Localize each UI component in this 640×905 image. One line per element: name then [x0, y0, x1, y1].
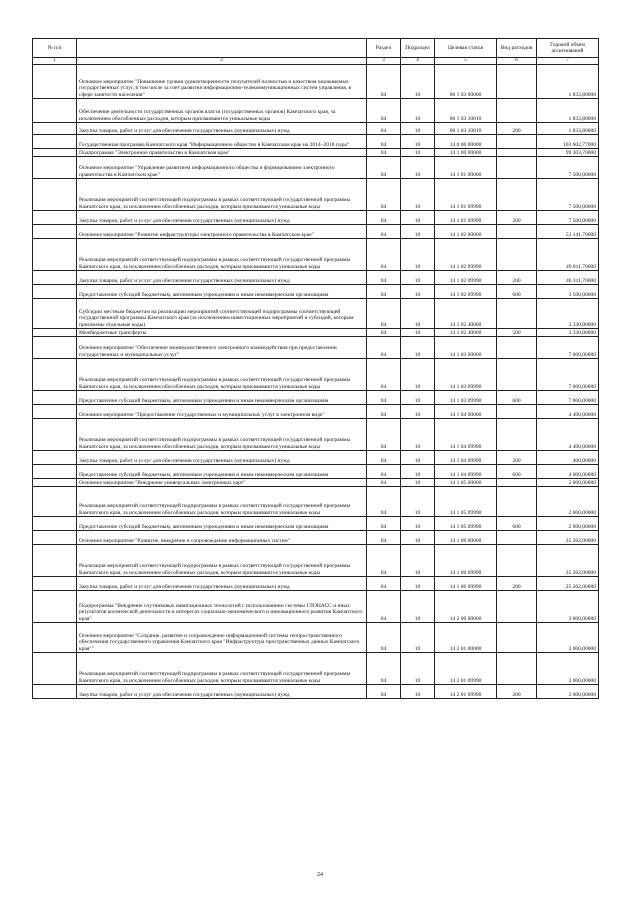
- row-amount-cell: 25 262,00000: [537, 545, 599, 577]
- table-row: [33, 337, 599, 359]
- row-number-cell: [33, 329, 77, 337]
- header-amount: Годовой объем ассигнований: [537, 39, 599, 58]
- row-subsection-cell: 10: [401, 685, 435, 699]
- row-number-cell: [33, 239, 77, 271]
- row-subsection-cell: 10: [401, 465, 435, 479]
- row-name-cell: Межбюджетные трансферты: [77, 329, 367, 337]
- row-section-cell: 04: [367, 329, 401, 337]
- row-section-cell: 04: [367, 225, 401, 239]
- row-kind-cell: [497, 419, 537, 451]
- row-subsection-cell: 10: [401, 337, 435, 359]
- column-index: 5: [435, 58, 497, 65]
- row-amount-cell: 3 330,00000: [537, 329, 599, 337]
- row-kind-cell: 200: [497, 211, 537, 225]
- row-amount-cell: 99 303,70000: [537, 149, 599, 157]
- row-subsection-cell: 10: [401, 623, 435, 653]
- row-section-cell: 04: [367, 479, 401, 487]
- table-row: [33, 419, 599, 451]
- row-kind-cell: [497, 487, 537, 517]
- row-target-cell: 14 1 06 09990: [435, 577, 497, 591]
- row-number-cell: [33, 179, 77, 211]
- table-row: [33, 451, 599, 465]
- row-kind-cell: [497, 359, 537, 391]
- row-name-cell: Государственная программа Камчатского края "Информационное общество в Камчатском крае на 2014–2018 годы": [77, 135, 367, 149]
- row-amount-cell: 25 262,00000: [537, 531, 599, 545]
- row-number-cell: [33, 157, 77, 179]
- row-name-cell: Реализация мероприятий соответствующей подпрограммы в рамках соответствующей государственной программы Камчатского края, за исключением обособленных расходов, которым присваиваются уникальные коды: [77, 239, 367, 271]
- row-name-cell: Закупка товаров, работ и услуг для обеспечения государственных (муниципальных) нужд: [77, 685, 367, 699]
- row-number-cell: [33, 465, 77, 479]
- row-subsection-cell: 10: [401, 211, 435, 225]
- row-target-cell: 14 1 02 40060: [435, 299, 497, 329]
- column-index: 1: [33, 58, 77, 65]
- row-kind-cell: [497, 653, 537, 685]
- row-subsection-cell: 10: [401, 591, 435, 623]
- row-number-cell: [33, 285, 77, 299]
- row-amount-cell: 3 330,00000: [537, 299, 599, 329]
- row-subsection-cell: 10: [401, 359, 435, 391]
- row-name-cell: Подпрограмма "Внедрение спутниковых навигационных технологий с использованием системы ГЛОНАСС и иных результатов космической деятельности в интересах социально-экономического и инновационного развития Камчатского края": [77, 591, 367, 623]
- table-row: [33, 405, 599, 419]
- row-kind-cell: [497, 545, 537, 577]
- row-amount-cell: 2 000,00000: [537, 479, 599, 487]
- row-name-cell: Предоставление субсидий бюджетным, автономным учреждениям и иным некоммерческим организациям: [77, 465, 367, 479]
- row-amount-cell: 4 000,00000: [537, 465, 599, 479]
- table-row: [33, 123, 599, 135]
- row-target-cell: 14 1 05 09990: [435, 517, 497, 531]
- row-kind-cell: [497, 479, 537, 487]
- row-kind-cell: 200: [497, 123, 537, 135]
- table-row: [33, 517, 599, 531]
- row-name-cell: Закупка товаров, работ и услуг для обеспечения государственных (муниципальных) нужд: [77, 211, 367, 225]
- row-number-cell: [33, 545, 77, 577]
- row-section-cell: 04: [367, 179, 401, 211]
- table-row: [33, 545, 599, 577]
- column-index: 4: [401, 58, 435, 65]
- table-row: [33, 465, 599, 479]
- row-amount-cell: 3 000,00000: [537, 591, 599, 623]
- row-kind-cell: [497, 149, 537, 157]
- table-row: [33, 225, 599, 239]
- row-number-cell: [33, 419, 77, 451]
- row-amount-cell: 1 833,80000: [537, 123, 599, 135]
- row-name-cell: Основное мероприятие "Развитие инфраструктуры электронного правительства в Камчатском крае": [77, 225, 367, 239]
- row-number-cell: [33, 517, 77, 531]
- row-target-cell: 14 1 05 09990: [435, 487, 497, 517]
- table-row: [33, 531, 599, 545]
- row-subsection-cell: 10: [401, 135, 435, 149]
- row-name-cell: Обеспечение деятельности государственных органов власти (государственных органов) Камчатского края, за исключением обособленных расходов, которым присваиваются уникальные коды: [77, 99, 367, 123]
- row-kind-cell: [497, 65, 537, 99]
- row-name-cell: Субсидии местным бюджетам на реализацию мероприятий соответствующей подпрограммы соответствующей государственной программы Камчатского края (за исключением инвестиционных мероприятий и субсидий, которым присвоены отдельные коды): [77, 299, 367, 329]
- row-amount-cell: 53 141,70000: [537, 225, 599, 239]
- row-kind-cell: 600: [497, 517, 537, 531]
- table-row: [33, 299, 599, 329]
- table-body: [33, 65, 599, 699]
- row-section-cell: 04: [367, 419, 401, 451]
- table-row: [33, 149, 599, 157]
- header-name: [77, 39, 367, 58]
- row-name-cell: Закупка товаров, работ и услуг для обеспечения государственных (муниципальных) нужд: [77, 123, 367, 135]
- budget-table-sheet: [32, 38, 598, 699]
- row-number-cell: [33, 591, 77, 623]
- row-section-cell: 04: [367, 157, 401, 179]
- row-name-cell: Основное мероприятие "Создание, развитие и сопровождение информационной системы геопространственного обеспечения государственного управления Камчатского края "Инфраструктура пространственных данных Камчатского края"": [77, 623, 367, 653]
- column-index: 3: [367, 58, 401, 65]
- row-target-cell: 14 1 00 00000: [435, 149, 497, 157]
- row-target-cell: 14 1 01 00000: [435, 157, 497, 179]
- row-number-cell: [33, 149, 77, 157]
- header-number: № п/п: [33, 39, 77, 58]
- row-subsection-cell: 10: [401, 157, 435, 179]
- row-number-cell: [33, 299, 77, 329]
- row-name-cell: Закупка товаров, работ и услуг для обеспечения государственных (муниципальных) нужд: [77, 451, 367, 465]
- row-subsection-cell: 10: [401, 487, 435, 517]
- row-name-cell: Основное мероприятие "Внедрение универсальных электронных карт": [77, 479, 367, 487]
- row-section-cell: 04: [367, 591, 401, 623]
- row-subsection-cell: 10: [401, 239, 435, 271]
- row-kind-cell: 200: [497, 577, 537, 591]
- table-row: [33, 285, 599, 299]
- row-section-cell: 04: [367, 123, 401, 135]
- row-amount-cell: 46 311,70000: [537, 271, 599, 285]
- row-number-cell: [33, 135, 77, 149]
- row-number-cell: [33, 479, 77, 487]
- table-row: [33, 329, 599, 337]
- row-number-cell: [33, 577, 77, 591]
- column-index: 7: [537, 58, 599, 65]
- row-name-cell: Закупка товаров, работ и услуг для обеспечения государственных (муниципальных) нужд: [77, 577, 367, 591]
- row-section-cell: 04: [367, 285, 401, 299]
- row-amount-cell: 2 000,00000: [537, 487, 599, 517]
- table-row: [33, 391, 599, 405]
- row-target-cell: 14 1 05 00000: [435, 479, 497, 487]
- row-number-cell: [33, 225, 77, 239]
- row-amount-cell: 3 000,00000: [537, 623, 599, 653]
- row-subsection-cell: 10: [401, 419, 435, 451]
- row-name-cell: Предоставление субсидий бюджетным, автономным учреждениям и иным некоммерческим организациям: [77, 285, 367, 299]
- row-target-cell: 14 1 02 09990: [435, 239, 497, 271]
- row-target-cell: 14 1 04 00000: [435, 405, 497, 419]
- row-subsection-cell: 10: [401, 577, 435, 591]
- row-amount-cell: 4 400,00000: [537, 419, 599, 451]
- row-section-cell: 04: [367, 405, 401, 419]
- row-name-cell: Реализация мероприятий соответствующей подпрограммы в рамках соответствующей государственной программы Камчатского края, за исключением обособленных расходов, которым присваиваются уникальные коды: [77, 545, 367, 577]
- row-name-cell: Основное мероприятие "Развитие, внедрение и сопровождение информационных систем": [77, 531, 367, 545]
- row-subsection-cell: 10: [401, 479, 435, 487]
- row-target-cell: 14 1 04 09990: [435, 451, 497, 465]
- row-kind-cell: [497, 135, 537, 149]
- row-section-cell: 04: [367, 359, 401, 391]
- row-target-cell: 14 1 02 00000: [435, 225, 497, 239]
- row-target-cell: 06 1 03 10010: [435, 99, 497, 123]
- table-row: [33, 591, 599, 623]
- table-row: [33, 623, 599, 653]
- row-kind-cell: [497, 179, 537, 211]
- row-target-cell: 14 2 01 09990: [435, 685, 497, 699]
- header-row: [33, 39, 599, 58]
- row-kind-cell: 200: [497, 451, 537, 465]
- row-kind-cell: [497, 225, 537, 239]
- row-amount-cell: 3 500,00000: [537, 285, 599, 299]
- row-number-cell: [33, 487, 77, 517]
- row-section-cell: 04: [367, 239, 401, 271]
- table-row: [33, 239, 599, 271]
- row-subsection-cell: 10: [401, 285, 435, 299]
- row-section-cell: 04: [367, 545, 401, 577]
- row-amount-cell: 400,00000: [537, 451, 599, 465]
- row-section-cell: 04: [367, 465, 401, 479]
- row-name-cell: Реализация мероприятий соответствующей подпрограммы в рамках соответствующей государственной программы Камчатского края, за исключением обособленных расходов, которым присваиваются уникальные коды: [77, 487, 367, 517]
- header-subsection: Подраздел: [401, 39, 435, 58]
- table-row: [33, 487, 599, 517]
- row-target-cell: 14 1 02 09990: [435, 285, 497, 299]
- row-section-cell: 04: [367, 337, 401, 359]
- row-section-cell: 04: [367, 65, 401, 99]
- row-name-cell: Основное мероприятие "Повышение уровня удовлетворенности получателей полностью и качеством оказываемых государственных услуг, в том числе за счет развития информационно-телекоммуникационных систем управления, в сфере занятости населения": [77, 65, 367, 99]
- row-kind-cell: [497, 623, 537, 653]
- row-kind-cell: [497, 405, 537, 419]
- column-index: 6: [497, 58, 537, 65]
- row-subsection-cell: 10: [401, 225, 435, 239]
- row-target-cell: 14 1 03 00000: [435, 337, 497, 359]
- row-kind-cell: 200: [497, 271, 537, 285]
- row-subsection-cell: 10: [401, 149, 435, 157]
- row-name-cell: Реализация мероприятий соответствующей подпрограммы в рамках соответствующей государственной программы Камчатского края, за исключением обособленных расходов, которым присваиваются уникальные коды: [77, 359, 367, 391]
- row-target-cell: 14 2 01 09990: [435, 653, 497, 685]
- row-section-cell: 04: [367, 685, 401, 699]
- table-row: [33, 135, 599, 149]
- table-row: [33, 653, 599, 685]
- row-section-cell: 04: [367, 135, 401, 149]
- row-subsection-cell: 10: [401, 405, 435, 419]
- row-section-cell: 04: [367, 623, 401, 653]
- row-subsection-cell: 10: [401, 299, 435, 329]
- row-kind-cell: [497, 99, 537, 123]
- row-subsection-cell: 10: [401, 531, 435, 545]
- page-number: 24: [317, 872, 323, 878]
- table-row: [33, 211, 599, 225]
- row-name-cell: Подпрограмма "Электронное правительство в Камчатском крае": [77, 149, 367, 157]
- row-number-cell: [33, 65, 77, 99]
- row-kind-cell: [497, 239, 537, 271]
- header-kind: Вид расходов: [497, 39, 537, 58]
- row-subsection-cell: 10: [401, 123, 435, 135]
- row-target-cell: 14 1 06 09990: [435, 545, 497, 577]
- row-amount-cell: 7 500,00000: [537, 211, 599, 225]
- row-subsection-cell: 10: [401, 65, 435, 99]
- row-section-cell: 04: [367, 211, 401, 225]
- row-section-cell: 04: [367, 517, 401, 531]
- row-number-cell: [33, 451, 77, 465]
- row-amount-cell: 3 000,00000: [537, 685, 599, 699]
- row-section-cell: 04: [367, 149, 401, 157]
- row-kind-cell: 500: [497, 329, 537, 337]
- row-number-cell: [33, 623, 77, 653]
- row-number-cell: [33, 685, 77, 699]
- row-target-cell: 14 2 00 00000: [435, 591, 497, 623]
- row-target-cell: 14 1 02 09990: [435, 271, 497, 285]
- row-target-cell: 14 1 02 40060: [435, 329, 497, 337]
- row-number-cell: [33, 337, 77, 359]
- row-section-cell: 04: [367, 451, 401, 465]
- row-number-cell: [33, 531, 77, 545]
- row-subsection-cell: 10: [401, 179, 435, 211]
- row-number-cell: [33, 271, 77, 285]
- row-section-cell: 04: [367, 299, 401, 329]
- row-number-cell: [33, 211, 77, 225]
- row-name-cell: Предоставление субсидий бюджетным, автономным учреждениям и иным некоммерческим организациям: [77, 391, 367, 405]
- row-section-cell: 04: [367, 391, 401, 405]
- row-section-cell: 04: [367, 653, 401, 685]
- row-amount-cell: 7 000,00000: [537, 391, 599, 405]
- row-kind-cell: [497, 591, 537, 623]
- table-row: [33, 359, 599, 391]
- row-target-cell: 14 0 00 00000: [435, 135, 497, 149]
- row-kind-cell: 200: [497, 685, 537, 699]
- row-section-cell: 04: [367, 271, 401, 285]
- row-number-cell: [33, 123, 77, 135]
- row-target-cell: 14 1 03 09990: [435, 391, 497, 405]
- row-section-cell: 04: [367, 531, 401, 545]
- column-index: 2: [77, 58, 367, 65]
- row-number-cell: [33, 391, 77, 405]
- row-amount-cell: 7 000,00000: [537, 337, 599, 359]
- row-subsection-cell: 10: [401, 329, 435, 337]
- row-amount-cell: 7 500,00000: [537, 157, 599, 179]
- table-row: [33, 65, 599, 99]
- row-target-cell: 06 1 03 10010: [435, 123, 497, 135]
- table-row: [33, 157, 599, 179]
- row-target-cell: 14 1 04 09990: [435, 419, 497, 451]
- row-amount-cell: 49 811,70000: [537, 239, 599, 271]
- row-number-cell: [33, 99, 77, 123]
- row-kind-cell: 600: [497, 465, 537, 479]
- row-subsection-cell: 10: [401, 391, 435, 405]
- row-subsection-cell: 10: [401, 545, 435, 577]
- budget-table: [32, 38, 599, 699]
- row-amount-cell: 7 500,00000: [537, 179, 599, 211]
- row-name-cell: Реализация мероприятий соответствующей подпрограммы в рамках соответствующей государственной программы Камчатского края, за исключением обособленных расходов, которым присваиваются уникальные коды: [77, 653, 367, 685]
- row-number-cell: [33, 359, 77, 391]
- row-target-cell: 14 1 01 09990: [435, 179, 497, 211]
- row-kind-cell: [497, 531, 537, 545]
- row-amount-cell: 103 602,77000: [537, 135, 599, 149]
- table-row: [33, 685, 599, 699]
- row-name-cell: Закупка товаров, работ и услуг для обеспечения государственных (муниципальных) нужд: [77, 271, 367, 285]
- table-row: [33, 271, 599, 285]
- table-row: [33, 179, 599, 211]
- row-amount-cell: 7 000,00000: [537, 359, 599, 391]
- row-amount-cell: 4 400,00000: [537, 405, 599, 419]
- row-amount-cell: 3 000,00000: [537, 653, 599, 685]
- row-section-cell: 04: [367, 487, 401, 517]
- row-name-cell: Основное мероприятие "Управление развитием информационного общества и формированием электронного правительства в Камчатском крае": [77, 157, 367, 179]
- row-name-cell: Основное мероприятие "Обеспечение межведомственного электронного взаимодействия при предоставлении государственных и муниципальных услуг": [77, 337, 367, 359]
- row-subsection-cell: 10: [401, 271, 435, 285]
- row-name-cell: Предоставление субсидий бюджетным, автономным учреждениям и иным некоммерческим организациям: [77, 517, 367, 531]
- row-name-cell: Реализация мероприятий соответствующей подпрограммы в рамках соответствующей государственной программы Камчатского края, за исключением обособленных расходов, которым присваиваются уникальные коды: [77, 419, 367, 451]
- row-name-cell: Реализация мероприятий соответствующей подпрограммы в рамках соответствующей государственной программы Камчатского края, за исключением обособленных расходов, которым присваиваются уникальные коды: [77, 179, 367, 211]
- table-row: [33, 99, 599, 123]
- row-target-cell: 14 1 01 09990: [435, 211, 497, 225]
- row-kind-cell: [497, 157, 537, 179]
- row-section-cell: 04: [367, 99, 401, 123]
- row-number-cell: [33, 405, 77, 419]
- row-name-cell: Основное мероприятие "Предоставление государственных и муниципальных услуг в электронном виде": [77, 405, 367, 419]
- row-target-cell: 14 1 06 00000: [435, 531, 497, 545]
- row-subsection-cell: 10: [401, 653, 435, 685]
- row-number-cell: [33, 653, 77, 685]
- row-kind-cell: [497, 299, 537, 329]
- row-target-cell: 14 2 01 00000: [435, 623, 497, 653]
- row-amount-cell: 1 833,80000: [537, 65, 599, 99]
- table-row: [33, 577, 599, 591]
- row-subsection-cell: 10: [401, 517, 435, 531]
- row-kind-cell: [497, 337, 537, 359]
- header-section: Раздел: [367, 39, 401, 58]
- row-subsection-cell: 10: [401, 451, 435, 465]
- row-section-cell: 04: [367, 577, 401, 591]
- row-kind-cell: 600: [497, 391, 537, 405]
- table-row: [33, 479, 599, 487]
- row-target-cell: 14 1 03 09990: [435, 359, 497, 391]
- row-amount-cell: 25 262,00000: [537, 577, 599, 591]
- row-amount-cell: 2 000,00000: [537, 517, 599, 531]
- header-target: Целевая статья: [435, 39, 497, 58]
- row-subsection-cell: 10: [401, 99, 435, 123]
- row-kind-cell: 600: [497, 285, 537, 299]
- row-target-cell: 06 1 03 00000: [435, 65, 497, 99]
- row-target-cell: 14 1 04 09990: [435, 465, 497, 479]
- column-index-row: [33, 58, 599, 65]
- row-amount-cell: 1 833,80000: [537, 99, 599, 123]
